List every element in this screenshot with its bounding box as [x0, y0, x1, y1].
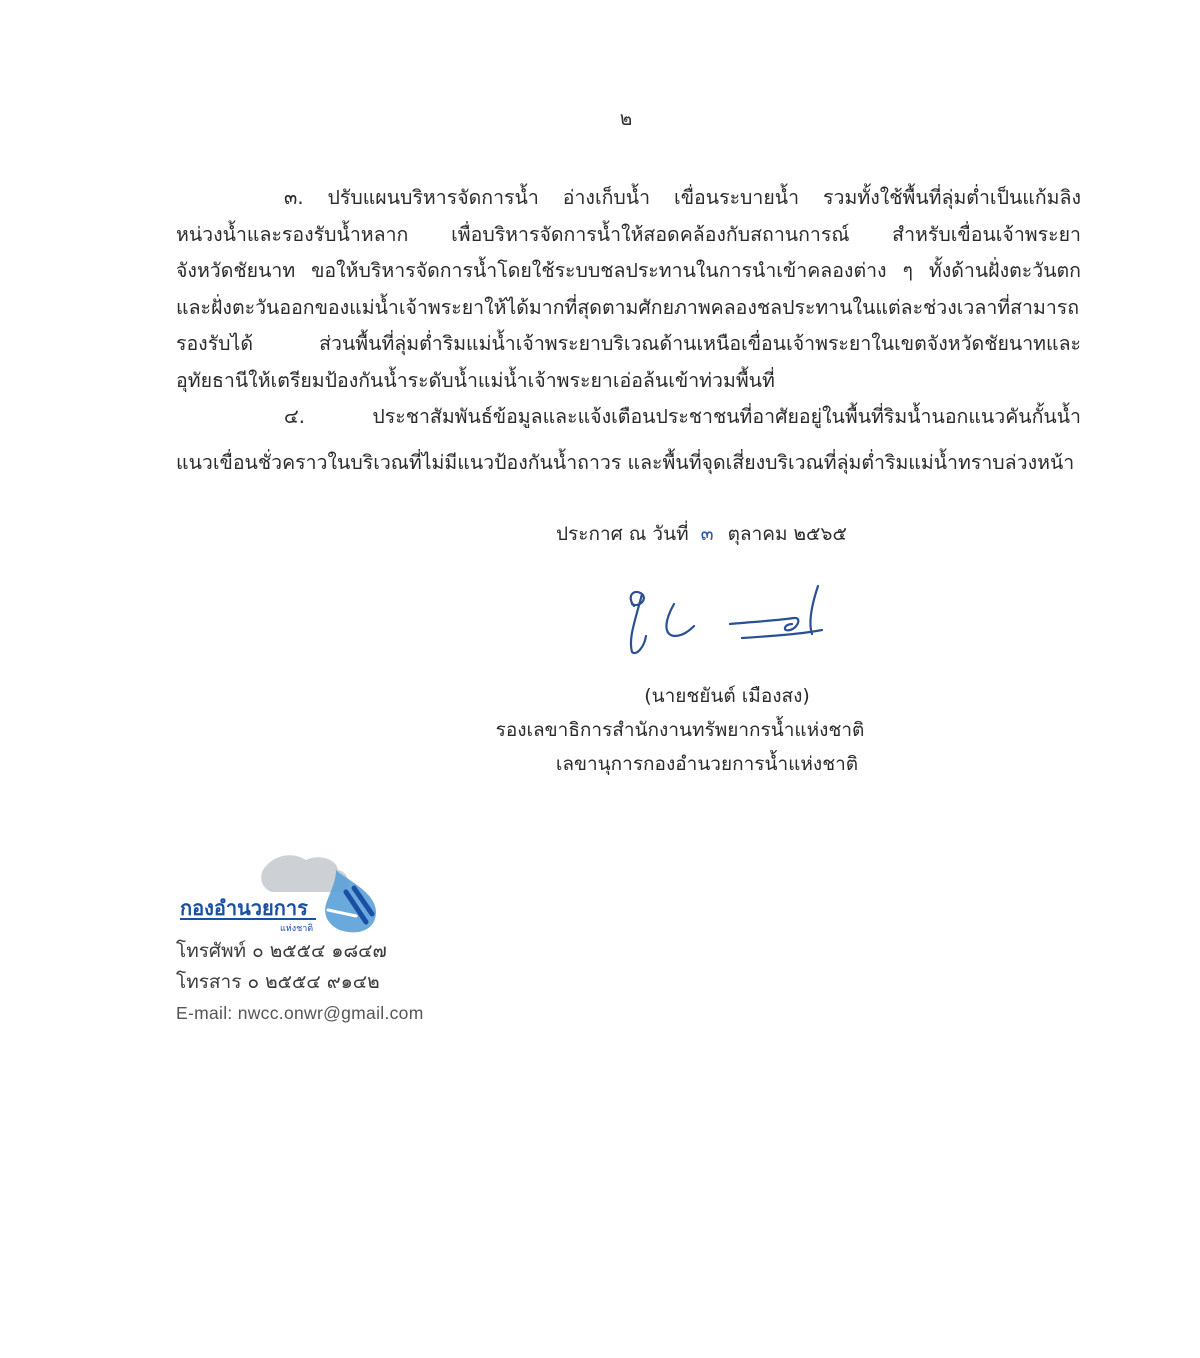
signer-name: (นายชยันต์ เมืองสง) [644, 685, 810, 707]
paragraph-3-line: และฝั่งตะวันออกของแม่น้ำเจ้าพระยาให้ได้มากที่สุดตามศักยภาพคลองชลประทานในแต่ละช่วงเวลาที่สามารถ [176, 295, 1080, 319]
logo-text-main: กองอำนวยการ [180, 896, 308, 920]
date-month-year: ตุลาคม ๒๕๖๕ [727, 523, 847, 545]
paragraph-4 [176, 399, 1081, 481]
paragraph-4-line: แนวเขื่อนชั่วคราวในบริเวณที่ไม่มีแนวป้องกันน้ำถาวร และพื้นที่จุดเสี่ยงบริเวณที่ลุ่มต่ำริมแม่น้ำทราบล่วงหน้า [176, 450, 1075, 474]
signer-position-1: รองเลขาธิการสำนักงานทรัพยากรน้ำแห่งชาติ [495, 719, 865, 741]
announcement-body [176, 180, 1081, 481]
contact-block [176, 936, 424, 1029]
phone-number: โทรศัพท์ ๐ ๒๕๕๔ ๑๘๔๗ [176, 940, 387, 962]
logo-text-sub: แห่งชาติ [280, 924, 314, 934]
signer-block [480, 679, 880, 781]
date-prefix: ประกาศ ณ วันที่ [556, 523, 689, 545]
announcement-date [556, 519, 847, 549]
paragraph-3-line: อุทัยธานีให้เตรียมป้องกันน้ำระดับน้ำแม่น้ำเจ้าพระยาเอ่อล้นเข้าท่วมพื้นที่ [176, 368, 775, 392]
page-number: ๒ [619, 108, 633, 130]
paragraph-3-line: รองรับได้ ส่วนพื้นที่ลุ่มต่ำริมแม่น้ำเจ้าพระยาบริเวณด้านเหนือเขื่อนเจ้าพระยาในเขตจังหวัดชัยนาทและ [176, 332, 1081, 355]
agency-logo [176, 852, 381, 934]
date-day: ๓ [700, 523, 714, 545]
email-address: E-mail: nwcc.onwr@gmail.com [176, 1003, 424, 1023]
paragraph-3-line: ๓. ปรับแผนบริหารจัดการน้ำ อ่างเก็บน้ำ เขื่อนระบายน้ำ รวมทั้งใช้พื้นที่ลุ่มต่ำเป็นแก้มลิง [284, 186, 1081, 209]
paragraph-3-line: หน่วงน้ำและรองรับน้ำหลาก เพื่อบริหารจัดการน้ำให้สอดคล้องกับสถานการณ์ สำหรับเขื่อนเจ้าพระยา [176, 222, 1081, 246]
signer-position-2: เลขานุการกองอำนวยการน้ำแห่งชาติ [555, 753, 859, 775]
paragraph-3 [176, 180, 1081, 399]
paragraph-3-line: จังหวัดชัยนาท ขอให้บริหารจัดการน้ำโดยใช้ระบบชลประทานในการนำเข้าคลองต่าง ๆ ทั้งด้านฝั่งตะวันตก [176, 259, 1081, 282]
paragraph-4-line: ๔. ประชาสัมพันธ์ข้อมูลและแจ้งเตือนประชาชนที่อาศัยอยู่ในพื้นที่ริมน้ำนอกแนวคันกั้นน้ำ [284, 405, 1081, 428]
handwritten-signature [612, 578, 842, 658]
fax-number: โทรสาร ๐ ๒๕๕๔ ๙๑๔๒ [176, 971, 380, 993]
